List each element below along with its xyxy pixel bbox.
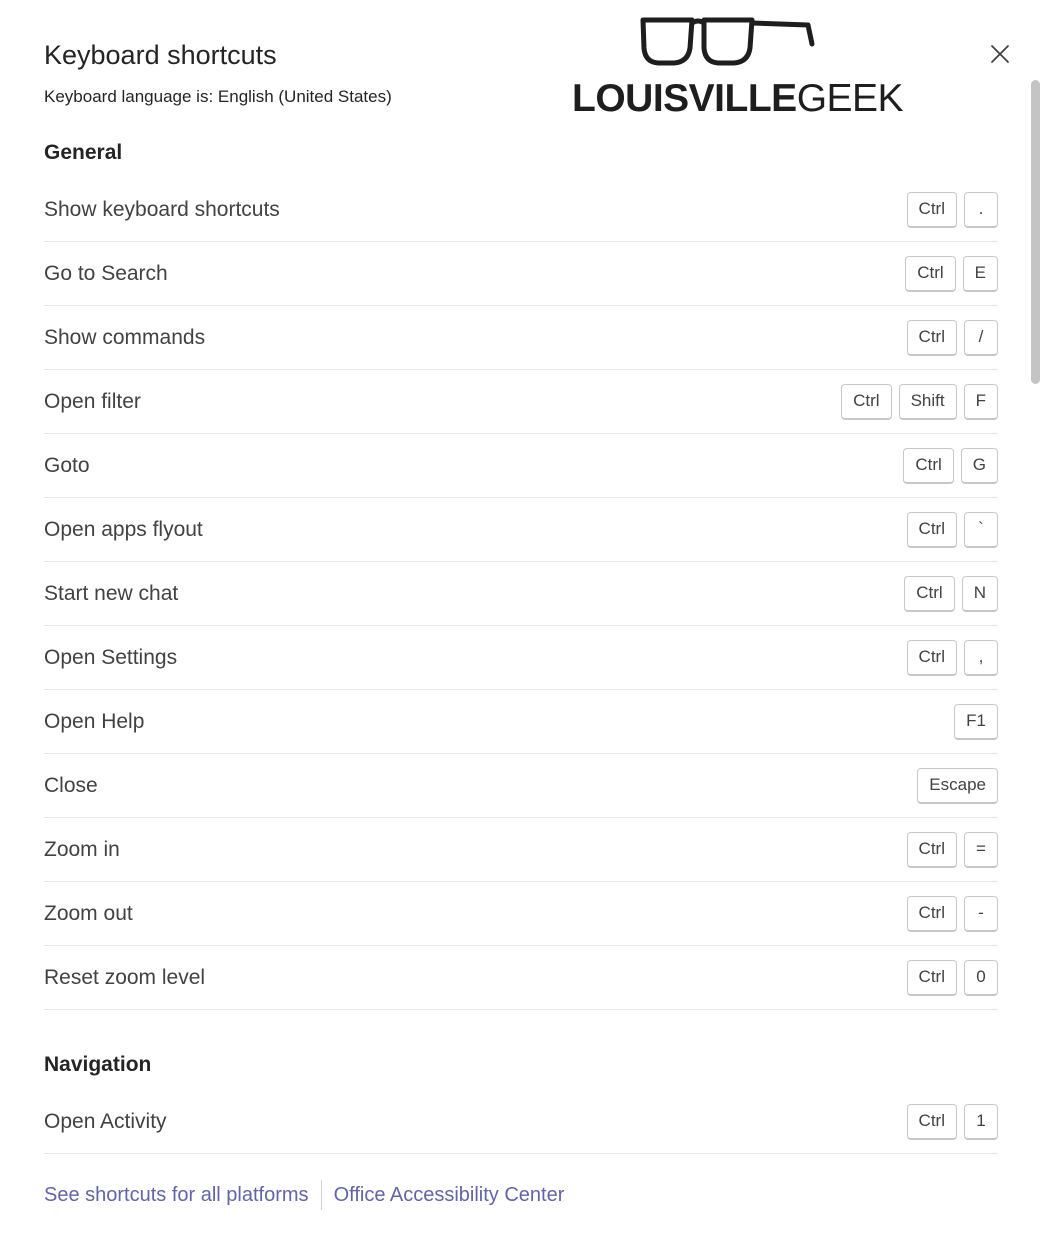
section-heading-navigation: Navigation [44,1053,152,1076]
shortcut-row [44,754,998,818]
shortcuts-list [44,128,998,1154]
shortcut-keys [907,1104,998,1140]
logo-word-bold: LOUISVILLE [572,77,797,120]
shortcut-row [44,498,998,562]
shortcut-row [44,562,998,626]
shortcut-label: Reset zoom level [44,965,206,989]
key-cap: F1 [954,704,998,740]
footer-divider [321,1180,322,1210]
dialog-footer [44,1178,564,1212]
shortcut-label: Show commands [44,325,206,349]
key-cap: . [964,192,998,228]
key-cap: - [964,896,998,932]
shortcut-row [44,306,998,370]
shortcut-label: Zoom in [44,837,120,861]
key-cap: Escape [917,768,998,804]
shortcut-row [44,178,998,242]
shortcut-row [44,946,998,1010]
logo-word-light: GEEK [796,77,904,120]
shortcut-label: Show keyboard shortcuts [44,197,280,221]
key-cap: E [963,256,998,292]
key-cap: Ctrl [907,192,957,228]
shortcut-row [44,626,998,690]
key-cap: Ctrl [907,960,957,996]
key-cap: Ctrl [841,384,891,420]
shortcut-label: Zoom out [44,901,133,925]
navigation-shortcut-rows [44,1090,998,1154]
shortcut-keys [907,512,998,548]
close-icon [990,44,1010,64]
shortcut-keys [954,704,998,740]
shortcut-keys [907,960,998,996]
shortcut-keys [907,320,998,356]
key-cap: 1 [964,1104,998,1140]
key-cap: , [964,640,998,676]
shortcut-row [44,370,998,434]
key-cap: F [964,384,998,420]
scrollbar-thumb[interactable] [1031,80,1040,384]
key-cap: Ctrl [904,576,954,612]
shortcut-label: Open Settings [44,645,178,669]
key-cap: Ctrl [907,512,957,548]
shortcut-label: Go to Search [44,261,168,285]
shortcut-keys [917,768,998,804]
key-cap: Shift [899,384,957,420]
shortcut-keys [907,896,998,932]
key-cap: Ctrl [905,256,955,292]
shortcut-keys [905,256,998,292]
key-cap: 0 [964,960,998,996]
logo-wordmark [572,78,903,120]
shortcut-label: Open apps flyout [44,517,203,541]
shortcut-row [44,1090,998,1154]
shortcut-label: Goto [44,453,90,477]
key-cap: Ctrl [903,448,953,484]
shortcut-row [44,242,998,306]
key-cap: = [964,832,998,868]
key-cap: Ctrl [907,640,957,676]
section-heading-general: General [44,141,123,164]
general-shortcut-rows [44,178,998,1010]
office-accessibility-center-link[interactable]: Office Accessibility Center [333,1183,565,1206]
shortcut-label: Close [44,773,98,797]
key-cap: N [962,576,998,612]
shortcut-keys [903,448,998,484]
dialog-title: Keyboard shortcuts [44,40,277,70]
shortcut-row [44,882,998,946]
shortcut-row [44,434,998,498]
shortcut-keys [904,576,998,612]
key-cap: Ctrl [907,320,957,356]
see-shortcuts-all-platforms-link[interactable]: See shortcuts for all platforms [44,1183,309,1206]
shortcut-keys [907,640,998,676]
key-cap: Ctrl [907,1104,957,1140]
key-cap: G [961,448,998,484]
keyboard-language-note: Keyboard language is: English (United States) [44,87,392,106]
shortcut-label: Open Activity [44,1109,167,1133]
key-cap: Ctrl [907,832,957,868]
shortcut-row [44,818,998,882]
key-cap: Ctrl [907,896,957,932]
shortcut-label: Open Help [44,709,145,733]
shortcut-keys [907,192,998,228]
shortcut-keys [907,832,998,868]
key-cap: ` [964,512,998,548]
shortcut-label: Open filter [44,389,141,413]
shortcut-row [44,690,998,754]
close-button[interactable] [984,38,1016,70]
key-cap: / [964,320,998,356]
shortcut-keys [841,384,998,420]
shortcut-label: Start new chat [44,581,179,605]
louisvillegeek-logo [570,14,904,120]
glasses-logo-icon [640,14,816,70]
